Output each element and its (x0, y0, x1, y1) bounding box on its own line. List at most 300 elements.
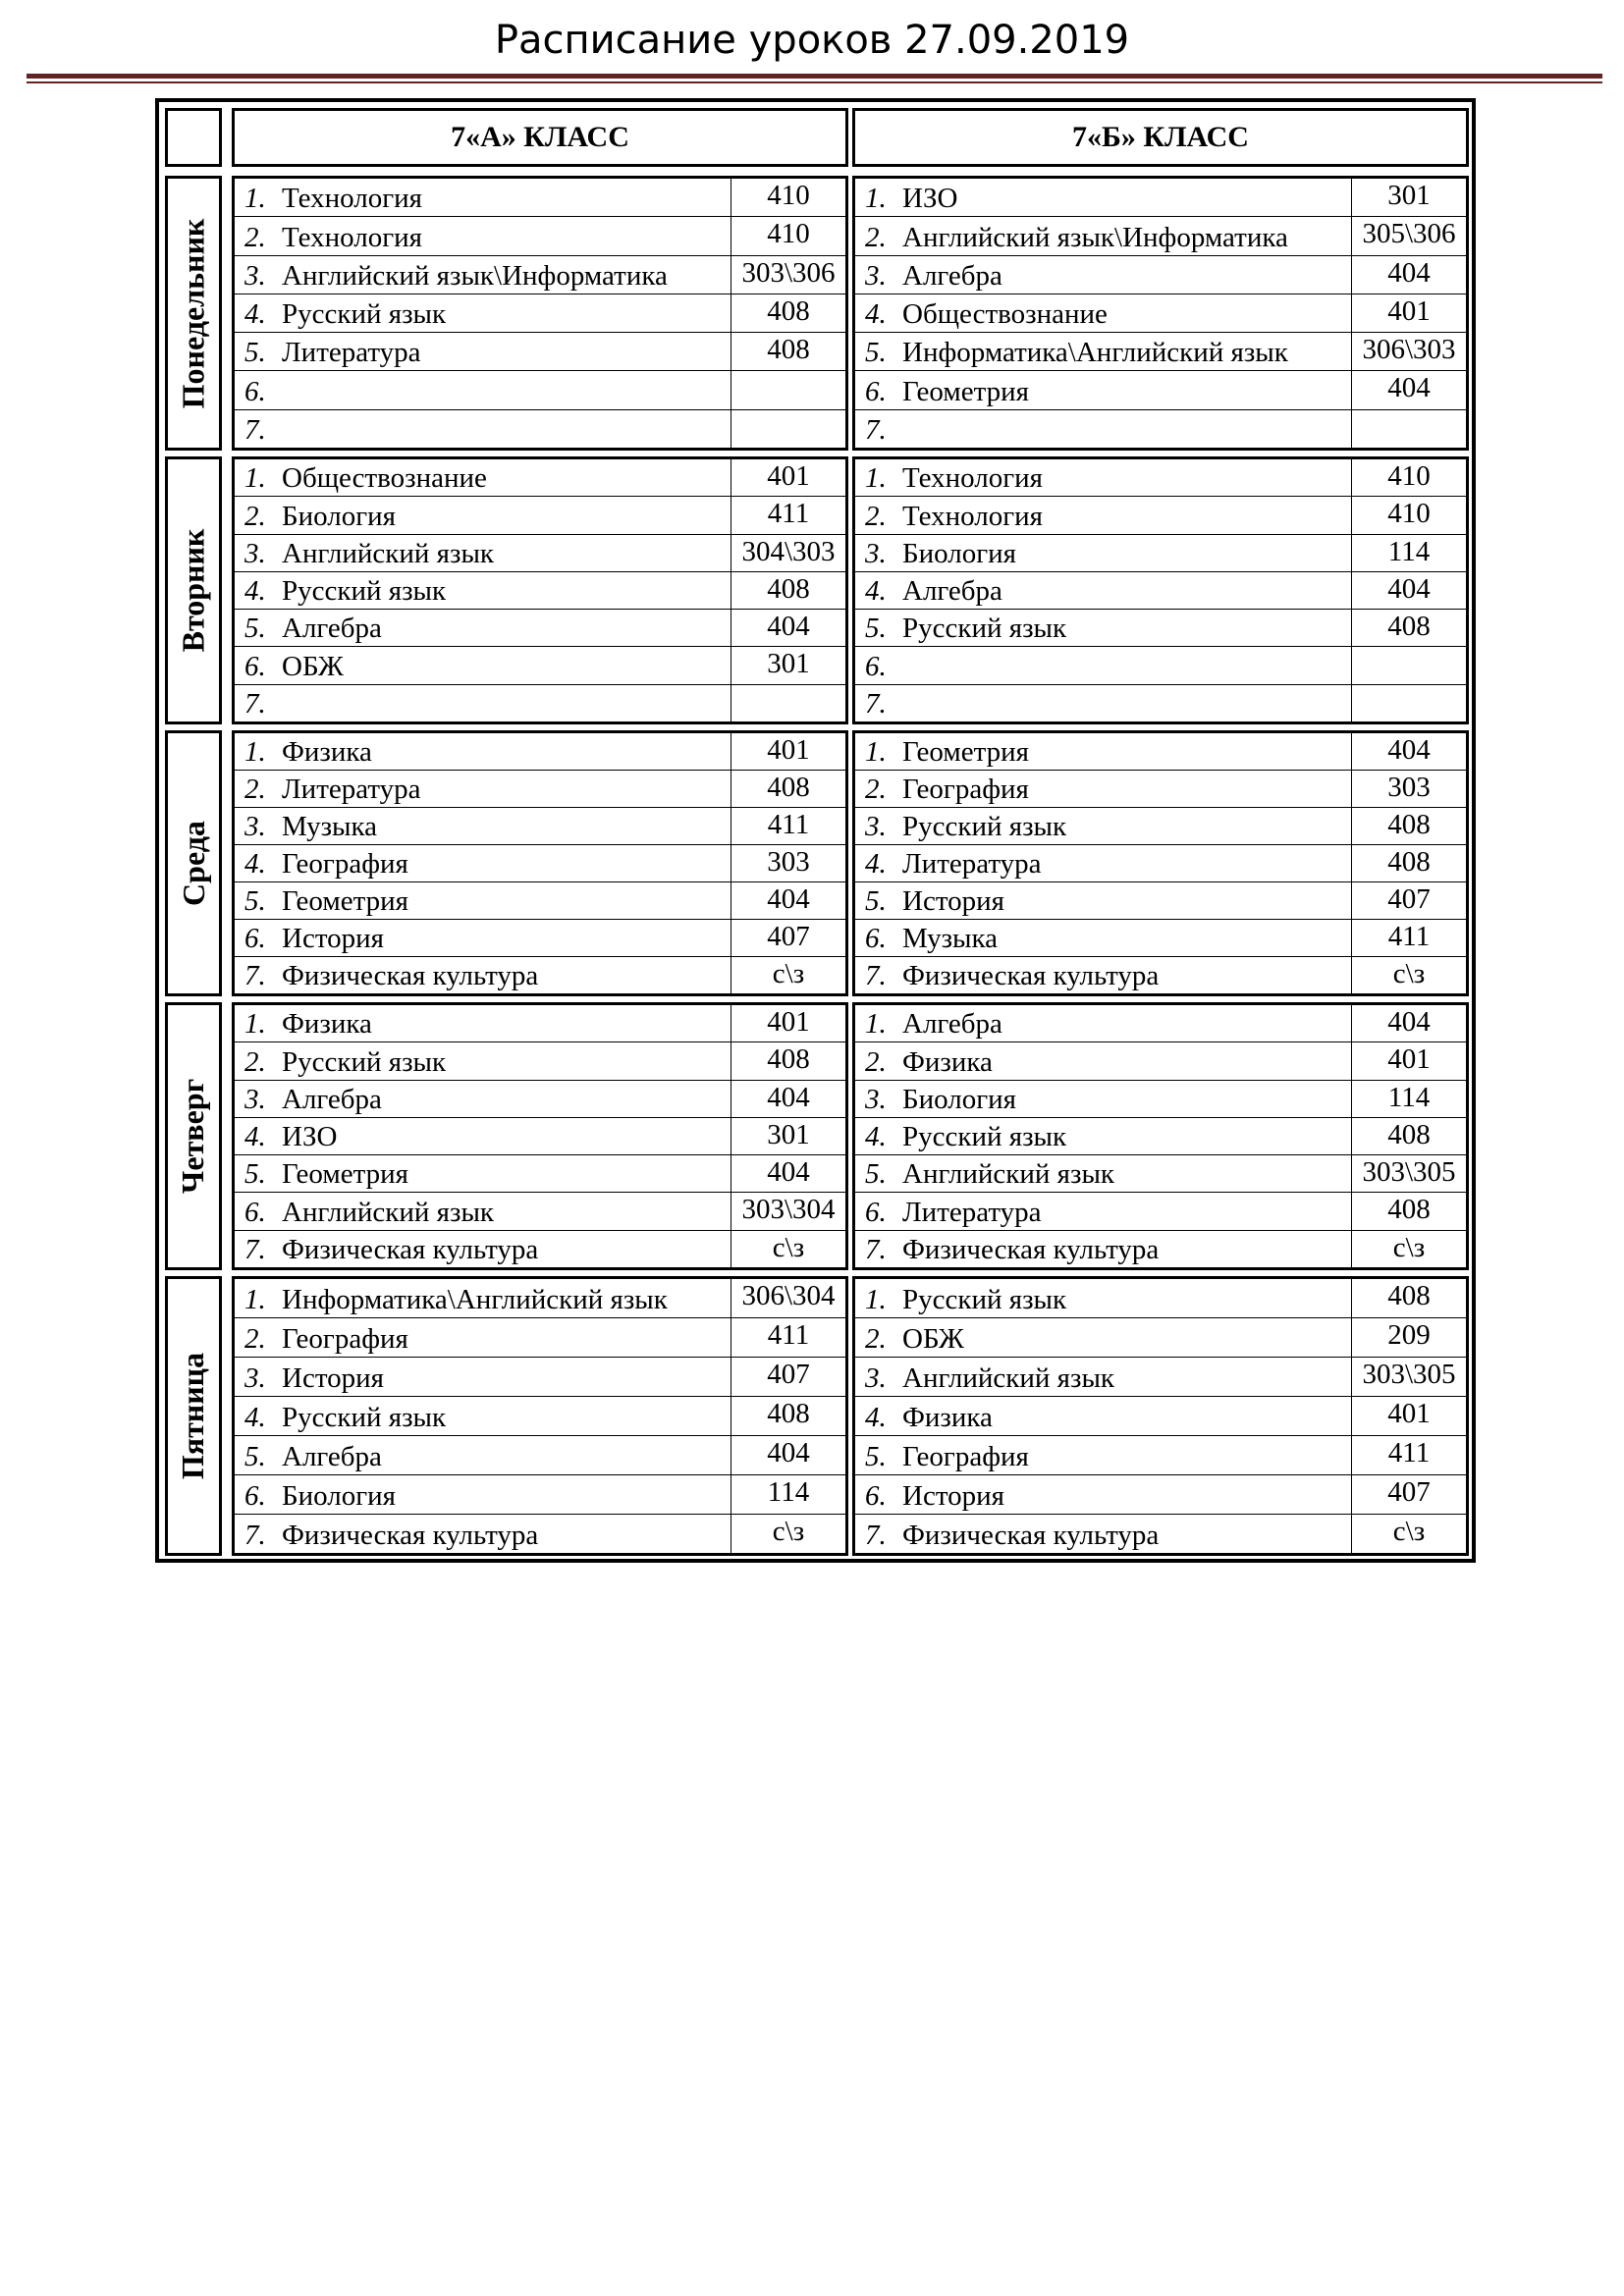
lesson-room (731, 410, 845, 448)
lesson-room: 303\305 (1351, 1155, 1466, 1192)
day-block (159, 454, 1472, 727)
lesson-room (1351, 685, 1466, 721)
lesson-row (855, 459, 1466, 497)
lesson-row (235, 535, 845, 572)
lesson-subject: География (282, 1323, 408, 1355)
lesson-subject: Литература (282, 774, 421, 805)
lesson-row (855, 333, 1466, 371)
lesson-row (235, 1515, 845, 1553)
lesson-number: 1. (865, 183, 887, 215)
lesson-number: 1. (244, 462, 266, 495)
lesson-room: 404 (1351, 1005, 1466, 1041)
day-name: Четверг (175, 1078, 211, 1195)
day-label-cell (165, 176, 222, 451)
lesson-room: 304\303 (731, 535, 845, 571)
class-7b-lessons (852, 1276, 1469, 1556)
class-7a-lessons (232, 1002, 848, 1270)
lesson-row (235, 371, 845, 409)
lesson-room: с\з (1351, 1231, 1466, 1267)
class-7a-lessons (232, 456, 848, 724)
lesson-room: 303 (731, 845, 845, 881)
class-7b-lessons (852, 1002, 1469, 1270)
schedule-table (155, 98, 1476, 1563)
lesson-subject (902, 685, 1351, 721)
class-7b-lessons (852, 730, 1469, 996)
lesson-number: 4. (244, 848, 266, 880)
lesson-subject: Геометрия (902, 375, 1029, 407)
lesson-subject: История (902, 1480, 1004, 1512)
lesson-number: 2. (244, 1045, 266, 1078)
lesson-subject: Технология (282, 221, 422, 253)
lesson-room: 407 (731, 1358, 845, 1396)
lesson-subject (282, 685, 731, 721)
lesson-number: 5. (865, 1441, 887, 1472)
lesson-subject: Физическая культура (282, 1233, 539, 1265)
lesson-room: 303\304 (731, 1193, 845, 1229)
lesson-number: 2. (865, 1323, 887, 1355)
lesson-number: 3. (244, 1083, 266, 1115)
lesson-room: 408 (731, 771, 845, 807)
lesson-room (731, 371, 845, 408)
lesson-row (235, 733, 845, 771)
lesson-number: 5. (244, 885, 266, 917)
class-7a-lessons (232, 176, 848, 451)
lesson-number: 1. (865, 736, 887, 768)
lesson-row (855, 1475, 1466, 1515)
lesson-subject: Биология (902, 537, 1017, 569)
class-7a-header: 7«А» КЛАСС (232, 108, 848, 167)
class-7a-lessons (232, 730, 848, 996)
lesson-row (855, 845, 1466, 882)
lesson-subject: История (282, 1362, 384, 1394)
lesson-row (235, 1475, 845, 1515)
lesson-room: 407 (1351, 1475, 1466, 1514)
lesson-row (855, 1155, 1466, 1193)
lesson-room: 114 (1351, 535, 1466, 571)
lesson-number: 2. (865, 221, 887, 253)
lesson-subject: Литература (902, 1196, 1042, 1228)
lesson-number: 7. (865, 960, 887, 991)
lesson-row (855, 497, 1466, 534)
lesson-row (855, 371, 1466, 409)
day-name: Пятница (175, 1352, 211, 1480)
lesson-row (855, 1318, 1466, 1358)
lesson-number: 5. (244, 613, 266, 645)
lesson-row (235, 771, 845, 808)
lesson-number: 6. (244, 1196, 266, 1228)
lesson-subject: Русский язык (902, 811, 1067, 842)
lesson-subject: Физика (902, 1402, 993, 1433)
lesson-room: 411 (1351, 920, 1466, 956)
lesson-row (235, 1318, 845, 1358)
lesson-row (855, 256, 1466, 294)
lesson-room: 114 (1351, 1081, 1466, 1117)
lesson-subject: Технология (902, 500, 1043, 532)
lesson-room: 303 (1351, 771, 1466, 807)
lesson-subject: Литература (282, 337, 421, 369)
corner-cell (165, 108, 222, 167)
lesson-subject: ИЗО (282, 1121, 338, 1153)
lesson-subject: Русский язык (282, 1045, 447, 1078)
lesson-number: 1. (865, 1284, 887, 1315)
lesson-room: 408 (1351, 610, 1466, 646)
lesson-room: 306\303 (1351, 333, 1466, 370)
lesson-room: 401 (1351, 1397, 1466, 1435)
lesson-row (235, 1193, 845, 1230)
lesson-row (235, 217, 845, 255)
lesson-room: 407 (731, 920, 845, 956)
day-name: Среда (175, 821, 211, 906)
lesson-row (855, 179, 1466, 217)
lesson-room: 209 (1351, 1318, 1466, 1357)
day-label-cell (165, 1276, 222, 1556)
lesson-number: 7. (244, 1520, 266, 1551)
lesson-row (855, 1397, 1466, 1436)
lesson-subject: ОБЖ (282, 650, 344, 682)
lesson-subject: Английский язык (902, 1158, 1115, 1191)
lesson-room: 401 (731, 1005, 845, 1041)
lesson-number: 5. (244, 1441, 266, 1472)
lesson-subject: Физическая культура (902, 960, 1160, 991)
lesson-number: 4. (244, 1121, 266, 1153)
lesson-room: 411 (1351, 1436, 1466, 1474)
lesson-subject: Русский язык (282, 1402, 447, 1433)
lesson-subject: География (902, 1441, 1029, 1472)
lesson-room: 401 (1351, 294, 1466, 332)
lesson-number: 5. (865, 337, 887, 369)
lesson-room: с\з (1351, 1515, 1466, 1553)
lesson-number: 6. (865, 1480, 887, 1512)
lesson-number: 3. (244, 259, 266, 292)
day-name: Понедельник (175, 218, 211, 408)
lesson-number: 6. (244, 1480, 266, 1512)
lesson-row (855, 572, 1466, 610)
lesson-row (855, 1358, 1466, 1397)
lesson-number: 5. (244, 1158, 266, 1191)
lesson-number: 6. (244, 923, 266, 954)
lesson-subject: Технология (282, 183, 422, 215)
lesson-subject: Обществознание (902, 298, 1108, 331)
day-block (159, 173, 1472, 454)
lesson-subject: Русский язык (902, 1284, 1067, 1315)
lesson-room: 411 (731, 497, 845, 533)
lesson-subject: Алгебра (282, 1441, 382, 1472)
day-label-cell (165, 730, 222, 996)
lesson-subject (902, 410, 1351, 448)
lesson-row (235, 294, 845, 333)
lesson-subject: Алгебра (282, 1083, 382, 1115)
lesson-number: 5. (865, 885, 887, 917)
lesson-subject: Информатика\Английский язык (282, 1284, 668, 1315)
day-block (159, 727, 1472, 999)
lesson-row (855, 1193, 1466, 1230)
lesson-row (855, 920, 1466, 957)
lesson-number: 7. (244, 687, 266, 720)
lesson-number: 4. (244, 298, 266, 331)
lesson-subject: Биология (282, 500, 397, 532)
lesson-subject: Биология (282, 1480, 397, 1512)
lesson-room: 301 (731, 1118, 845, 1154)
lesson-row (855, 771, 1466, 808)
lesson-subject: История (902, 885, 1004, 917)
lesson-number: 5. (865, 613, 887, 645)
lesson-number: 6. (244, 375, 266, 407)
lesson-number: 3. (865, 811, 887, 842)
lesson-number: 7. (244, 960, 266, 991)
lesson-row (235, 808, 845, 845)
lesson-number: 6. (865, 1196, 887, 1228)
lesson-subject: Физика (282, 736, 372, 768)
lesson-subject: География (282, 848, 408, 880)
lesson-room: 404 (1351, 256, 1466, 294)
lesson-room: 401 (1351, 1042, 1466, 1079)
lesson-room: 411 (731, 1318, 845, 1357)
lesson-room: 408 (1351, 845, 1466, 881)
lesson-row (855, 410, 1466, 448)
lesson-number: 6. (865, 923, 887, 954)
lesson-room: с\з (1351, 957, 1466, 993)
table-header-row (159, 102, 1472, 173)
lesson-row (855, 957, 1466, 993)
lesson-row (235, 333, 845, 371)
lesson-room: 408 (731, 1397, 845, 1435)
lesson-number: 7. (865, 413, 887, 446)
header-rule-thick (27, 74, 1602, 79)
lesson-number: 3. (865, 537, 887, 569)
day-block (159, 999, 1472, 1273)
lesson-number: 4. (865, 1402, 887, 1433)
lesson-row (235, 1118, 845, 1155)
lesson-room: с\з (731, 957, 845, 993)
lesson-subject: Английский язык (902, 1362, 1115, 1394)
class-7a-lessons (232, 1276, 848, 1556)
lesson-number: 3. (865, 259, 887, 292)
lesson-row (235, 1397, 845, 1436)
lesson-room: 408 (1351, 1193, 1466, 1229)
lesson-row (235, 572, 845, 610)
lesson-subject: ИЗО (902, 183, 958, 215)
lesson-subject: Геометрия (282, 885, 408, 917)
lesson-number: 5. (865, 1158, 887, 1191)
lesson-row (855, 1436, 1466, 1475)
lesson-number: 4. (865, 1121, 887, 1153)
lesson-room: 404 (1351, 572, 1466, 609)
lesson-row (235, 685, 845, 721)
lesson-number: 3. (244, 537, 266, 569)
lesson-number: 6. (244, 650, 266, 682)
lesson-subject: Русский язык (282, 575, 447, 608)
day-block (159, 1273, 1472, 1559)
lesson-room (1351, 647, 1466, 683)
lesson-number: 2. (244, 500, 266, 532)
lesson-row (855, 808, 1466, 845)
lesson-subject: Геометрия (282, 1158, 408, 1191)
lesson-subject: Физическая культура (282, 1520, 539, 1551)
lesson-number: 3. (865, 1362, 887, 1394)
lesson-room: 407 (1351, 882, 1466, 919)
lesson-room: 301 (1351, 179, 1466, 216)
lesson-room: с\з (731, 1515, 845, 1553)
lesson-room: 306\304 (731, 1279, 845, 1317)
lesson-row (235, 845, 845, 882)
lesson-row (855, 1081, 1466, 1118)
lesson-number: 2. (244, 774, 266, 805)
lesson-number: 4. (244, 575, 266, 608)
lesson-subject: Русский язык (902, 1121, 1067, 1153)
lesson-row (855, 647, 1466, 684)
lesson-subject (282, 410, 731, 448)
lesson-row (855, 294, 1466, 333)
lesson-room: 401 (731, 733, 845, 770)
lesson-number: 7. (244, 1233, 266, 1265)
lesson-number: 2. (865, 774, 887, 805)
lesson-room: 410 (1351, 497, 1466, 533)
lesson-subject: Алгебра (282, 613, 382, 645)
lesson-room: 114 (731, 1475, 845, 1514)
lesson-number: 7. (244, 413, 266, 446)
lesson-number: 1. (865, 462, 887, 495)
lesson-subject: ОБЖ (902, 1323, 964, 1355)
lesson-row (855, 1515, 1466, 1553)
lesson-room: 303\306 (731, 256, 845, 294)
lesson-number: 2. (244, 1323, 266, 1355)
lesson-room: 408 (1351, 808, 1466, 844)
lesson-row (235, 1155, 845, 1193)
lesson-row (235, 1279, 845, 1318)
lesson-subject: Технология (902, 462, 1043, 495)
lesson-row (235, 957, 845, 993)
lesson-number: 4. (865, 575, 887, 608)
lesson-row (235, 920, 845, 957)
lesson-subject: Английский язык (282, 537, 495, 569)
lesson-number: 1. (865, 1008, 887, 1041)
lesson-row (235, 410, 845, 448)
lesson-number: 6. (865, 650, 887, 682)
lesson-row (855, 1005, 1466, 1042)
lesson-number: 3. (244, 1362, 266, 1394)
lesson-subject: Русский язык (902, 613, 1067, 645)
lesson-subject: Физическая культура (902, 1233, 1160, 1265)
lesson-room: 408 (731, 294, 845, 332)
lesson-number: 3. (244, 811, 266, 842)
lesson-number: 1. (244, 736, 266, 768)
lesson-row (235, 1231, 845, 1267)
lesson-row (855, 733, 1466, 771)
lesson-row (855, 217, 1466, 255)
lesson-room: 404 (1351, 733, 1466, 770)
lesson-subject: Физическая культура (282, 960, 539, 991)
lesson-row (235, 459, 845, 497)
lesson-subject: Физическая культура (902, 1520, 1160, 1551)
lesson-row (235, 1358, 845, 1397)
lesson-number: 2. (865, 1045, 887, 1078)
lesson-row (855, 1231, 1466, 1267)
lesson-room: 408 (731, 333, 845, 370)
lesson-room: с\з (731, 1231, 845, 1267)
lesson-subject: Информатика\Английский язык (902, 337, 1288, 369)
lesson-subject: Физика (282, 1008, 372, 1041)
lesson-row (855, 1042, 1466, 1080)
lesson-number: 4. (865, 298, 887, 331)
lesson-number: 7. (865, 687, 887, 720)
class-7b-lessons (852, 456, 1469, 724)
lesson-room (1351, 410, 1466, 448)
lesson-number: 2. (865, 500, 887, 532)
lesson-row (235, 1081, 845, 1118)
lesson-room: 404 (731, 610, 845, 646)
lesson-row (235, 1005, 845, 1042)
lesson-row (235, 882, 845, 920)
lesson-subject: Геометрия (902, 736, 1029, 768)
lesson-row (235, 610, 845, 647)
lesson-room: 303\305 (1351, 1358, 1466, 1396)
lesson-room: 408 (1351, 1279, 1466, 1317)
day-label-cell (165, 1002, 222, 1270)
lesson-subject: Обществознание (282, 462, 487, 495)
lesson-number: 1. (244, 183, 266, 215)
lesson-number: 3. (865, 1083, 887, 1115)
lesson-number: 1. (244, 1008, 266, 1041)
lesson-number: 7. (865, 1233, 887, 1265)
lesson-subject (902, 647, 1351, 683)
lesson-subject: Алгебра (902, 575, 1002, 608)
lesson-room: 410 (1351, 459, 1466, 496)
lesson-row (855, 535, 1466, 572)
header-rule-thin (27, 81, 1602, 83)
lesson-row (855, 1118, 1466, 1155)
lesson-room: 404 (1351, 371, 1466, 408)
lesson-room: 404 (731, 882, 845, 919)
lesson-subject: Литература (902, 848, 1042, 880)
class-7b-header: 7«Б» КЛАСС (852, 108, 1469, 167)
lesson-room: 404 (731, 1081, 845, 1117)
lesson-room: 411 (731, 808, 845, 844)
lesson-row (855, 685, 1466, 721)
lesson-number: 4. (244, 1402, 266, 1433)
lesson-subject (282, 371, 731, 408)
class-7b-lessons (852, 176, 1469, 451)
lesson-number: 2. (244, 221, 266, 253)
lesson-number: 1. (244, 1284, 266, 1315)
lesson-room: 410 (731, 217, 845, 254)
lesson-subject: Алгебра (902, 1008, 1002, 1041)
lesson-subject: Английский язык\Информатика (902, 221, 1288, 253)
lesson-row (855, 882, 1466, 920)
lesson-room: 408 (1351, 1118, 1466, 1154)
lesson-number: 6. (865, 375, 887, 407)
lesson-room: 305\306 (1351, 217, 1466, 254)
lesson-room: 404 (731, 1436, 845, 1474)
lesson-subject: География (902, 774, 1029, 805)
lesson-subject: Биология (902, 1083, 1017, 1115)
lesson-number: 5. (244, 337, 266, 369)
lesson-row (235, 647, 845, 684)
lesson-subject: Алгебра (902, 259, 1002, 292)
lesson-room: 404 (731, 1155, 845, 1192)
lesson-room: 408 (731, 572, 845, 609)
lesson-row (235, 179, 845, 217)
day-name: Вторник (175, 528, 211, 653)
lesson-room: 301 (731, 647, 845, 683)
lesson-room: 401 (731, 459, 845, 496)
lesson-subject: Музыка (282, 811, 378, 842)
lesson-row (235, 497, 845, 534)
lesson-row (855, 1279, 1466, 1318)
lesson-room: 410 (731, 179, 845, 216)
lesson-number: 7. (865, 1520, 887, 1551)
lesson-room (731, 685, 845, 721)
lesson-number: 4. (865, 848, 887, 880)
